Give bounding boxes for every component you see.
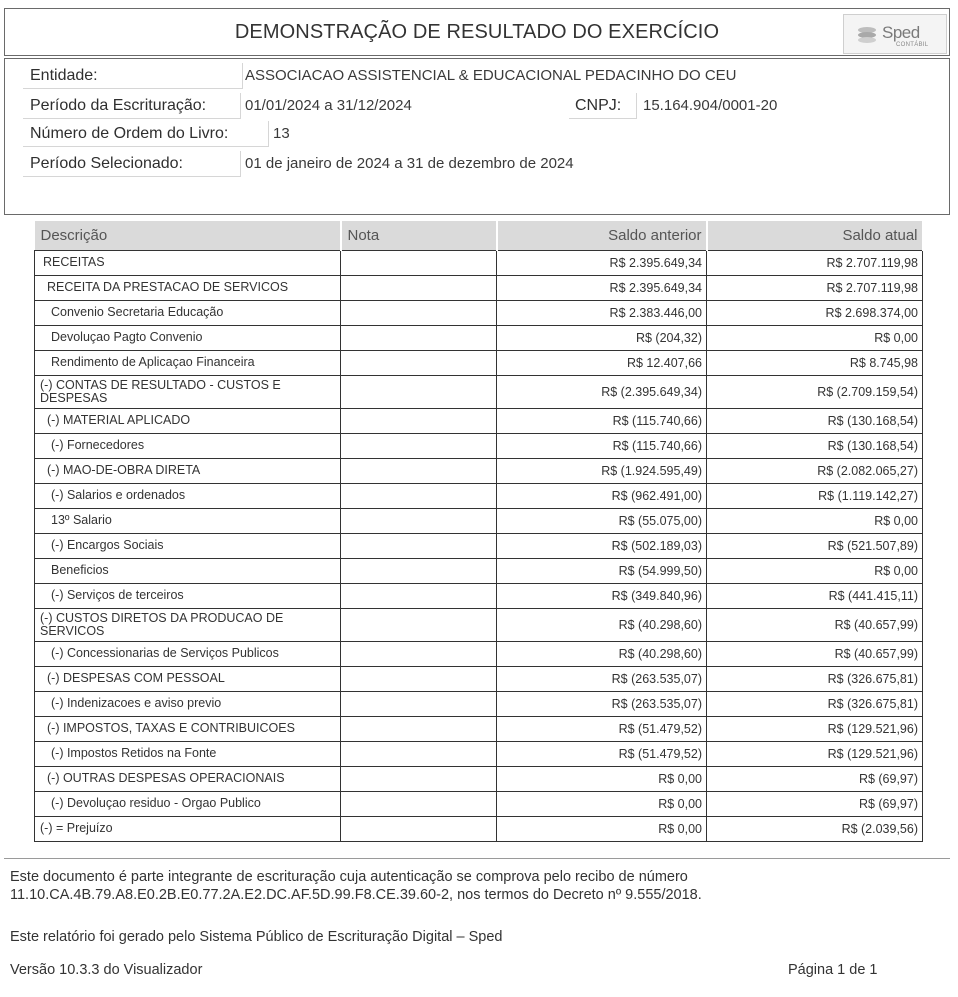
row-description: (-) Serviços de terceiros (35, 583, 341, 608)
table-row (35, 483, 923, 508)
row-saldo-anterior: R$ (51.479,52) (497, 741, 707, 766)
table-row (35, 608, 923, 641)
row-nota (341, 741, 497, 766)
numero-ordem-value: 13 (273, 125, 290, 142)
row-saldo-anterior: R$ 2.395.649,34 (497, 250, 707, 275)
row-saldo-anterior: R$ (115.740,66) (497, 408, 707, 433)
row-description: (-) MATERIAL APLICADO (35, 408, 341, 433)
row-saldo-anterior: R$ 0,00 (497, 816, 707, 841)
table-row (35, 375, 923, 408)
entity-info (4, 58, 950, 215)
sped-logo (843, 14, 947, 54)
row-saldo-atual: R$ (40.657,99) (707, 641, 923, 666)
row-saldo-atual: R$ (69,97) (707, 766, 923, 791)
row-description: RECEITA DA PRESTACAO DE SERVICOS (35, 275, 341, 300)
row-description: (-) = Prejuízo (35, 816, 341, 841)
row-saldo-atual: R$ (326.675,81) (707, 666, 923, 691)
col-header-saldo-anterior: Saldo anterior (497, 221, 707, 250)
table-row (35, 250, 923, 275)
table-row (35, 533, 923, 558)
row-nota (341, 275, 497, 300)
table-row (35, 741, 923, 766)
sped-logo-icon (856, 24, 878, 46)
row-nota (341, 408, 497, 433)
row-saldo-atual: R$ (2.709.159,54) (707, 375, 923, 408)
row-nota (341, 608, 497, 641)
entidade-label: Entidade: (23, 63, 243, 89)
table-row (35, 508, 923, 533)
table-row (35, 691, 923, 716)
cnpj-value: 15.164.904/0001-20 (643, 97, 778, 114)
row-saldo-anterior: R$ 2.395.649,34 (497, 275, 707, 300)
periodo-selecionado-value: 01 de janeiro de 2024 a 31 de dezembro de 2024 (245, 155, 574, 172)
row-nota (341, 325, 497, 350)
report-header (4, 8, 950, 56)
row-saldo-atual: R$ 0,00 (707, 325, 923, 350)
table-row (35, 433, 923, 458)
row-description: Rendimento de Aplicaçao Financeira (35, 350, 341, 375)
table-row (35, 766, 923, 791)
row-description: (-) MAO-DE-OBRA DIRETA (35, 458, 341, 483)
table-row (35, 641, 923, 666)
row-description: (-) Encargos Sociais (35, 533, 341, 558)
row-saldo-atual: R$ (130.168,54) (707, 408, 923, 433)
row-description: (-) CONTAS DE RESULTADO - CUSTOS E DESPESAS (35, 375, 341, 408)
row-nota (341, 458, 497, 483)
row-saldo-anterior: R$ (1.924.595,49) (497, 458, 707, 483)
row-description: (-) OUTRAS DESPESAS OPERACIONAIS (35, 766, 341, 791)
row-saldo-anterior: R$ (349.840,96) (497, 583, 707, 608)
row-nota (341, 300, 497, 325)
table-header-row (35, 221, 923, 250)
row-nota (341, 641, 497, 666)
row-nota (341, 350, 497, 375)
row-saldo-atual: R$ (40.657,99) (707, 608, 923, 641)
row-saldo-anterior: R$ 12.407,66 (497, 350, 707, 375)
row-saldo-atual: R$ (2.082.065,27) (707, 458, 923, 483)
logo-text: Sped (882, 23, 920, 42)
row-saldo-anterior: R$ (263.535,07) (497, 691, 707, 716)
row-description: (-) Concessionarias de Serviços Publicos (35, 641, 341, 666)
row-description: (-) CUSTOS DIRETOS DA PRODUCAO DE SERVICOS (35, 608, 341, 641)
footer-divider (4, 858, 950, 859)
row-saldo-atual: R$ 0,00 (707, 508, 923, 533)
row-saldo-anterior: R$ (55.075,00) (497, 508, 707, 533)
row-saldo-anterior: R$ 0,00 (497, 766, 707, 791)
col-header-saldo-atual: Saldo atual (707, 221, 923, 250)
row-nota (341, 816, 497, 841)
page-number: Página 1 de 1 (788, 962, 878, 978)
row-nota (341, 583, 497, 608)
row-nota (341, 375, 497, 408)
row-nota (341, 766, 497, 791)
table-row (35, 558, 923, 583)
row-nota (341, 483, 497, 508)
row-nota (341, 666, 497, 691)
row-description: Devoluçao Pagto Convenio (35, 325, 341, 350)
row-nota (341, 691, 497, 716)
table-row (35, 816, 923, 841)
row-saldo-atual: R$ (130.168,54) (707, 433, 923, 458)
row-saldo-atual: R$ (521.507,89) (707, 533, 923, 558)
periodo-selecionado-label: Período Selecionado: (23, 151, 241, 177)
viewer-version: Versão 10.3.3 do Visualizador (10, 962, 203, 978)
row-saldo-atual: R$ (129.521,96) (707, 741, 923, 766)
row-description: 13º Salario (35, 508, 341, 533)
row-description: Convenio Secretaria Educação (35, 300, 341, 325)
row-saldo-atual: R$ (1.119.142,27) (707, 483, 923, 508)
row-nota (341, 433, 497, 458)
row-description: (-) Indenizacoes e aviso previo (35, 691, 341, 716)
row-saldo-anterior: R$ (962.491,00) (497, 483, 707, 508)
col-header-descricao: Descrição (35, 221, 341, 250)
table-row (35, 583, 923, 608)
row-saldo-anterior: R$ 0,00 (497, 791, 707, 816)
row-saldo-atual: R$ 0,00 (707, 558, 923, 583)
table-row (35, 791, 923, 816)
row-saldo-atual: R$ 8.745,98 (707, 350, 923, 375)
row-saldo-atual: R$ 2.707.119,98 (707, 275, 923, 300)
authentication-note: Este documento é parte integrante de escrituração cuja autenticação se comprova pelo recibo de número 11.10.CA.4B.79.A8.E0.2B.E0.77.2A.E2.DC.AF.5D.99.F8.CE.39.60-2, nos termos do Decreto nº 9.555/2018. (10, 869, 702, 903)
generated-by: Este relatório foi gerado pelo Sistema Público de Escrituração Digital – Sped (10, 929, 503, 945)
entidade-value: ASSOCIACAO ASSISTENCIAL & EDUCACIONAL PEDACINHO DO CEU (245, 67, 737, 84)
row-saldo-atual: R$ 2.707.119,98 (707, 250, 923, 275)
row-description: (-) Fornecedores (35, 433, 341, 458)
col-header-nota: Nota (341, 221, 497, 250)
row-nota (341, 250, 497, 275)
periodo-escrituracao-value: 01/01/2024 a 31/12/2024 (245, 97, 412, 114)
row-saldo-atual: R$ (2.039,56) (707, 816, 923, 841)
row-nota (341, 533, 497, 558)
row-nota (341, 791, 497, 816)
row-saldo-anterior: R$ (40.298,60) (497, 641, 707, 666)
table-row (35, 325, 923, 350)
table-row (35, 458, 923, 483)
row-saldo-atual: R$ (69,97) (707, 791, 923, 816)
row-saldo-anterior: R$ 2.383.446,00 (497, 300, 707, 325)
row-description: (-) IMPOSTOS, TAXAS E CONTRIBUICOES (35, 716, 341, 741)
row-saldo-atual: R$ (441.415,11) (707, 583, 923, 608)
table-row (35, 716, 923, 741)
row-saldo-anterior: R$ (204,32) (497, 325, 707, 350)
periodo-escrituracao-label: Período da Escrituração: (23, 93, 241, 119)
row-saldo-anterior: R$ (51.479,52) (497, 716, 707, 741)
row-saldo-anterior: R$ (502.189,03) (497, 533, 707, 558)
table-row (35, 408, 923, 433)
row-description: (-) DESPESAS COM PESSOAL (35, 666, 341, 691)
row-description: (-) Salarios e ordenados (35, 483, 341, 508)
row-saldo-anterior: R$ (2.395.649,34) (497, 375, 707, 408)
row-saldo-anterior: R$ (40.298,60) (497, 608, 707, 641)
numero-ordem-label: Número de Ordem do Livro: (23, 121, 269, 147)
row-nota (341, 558, 497, 583)
report-title: DEMONSTRAÇÃO DE RESULTADO DO EXERCÍCIO (234, 21, 720, 43)
row-description: (-) Devoluçao residuo - Orgao Publico (35, 791, 341, 816)
row-saldo-atual: R$ (129.521,96) (707, 716, 923, 741)
row-description: (-) Impostos Retidos na Fonte (35, 741, 341, 766)
table-row (35, 275, 923, 300)
row-saldo-anterior: R$ (54.999,50) (497, 558, 707, 583)
table-row (35, 300, 923, 325)
table-row (35, 666, 923, 691)
table-row (35, 350, 923, 375)
cnpj-label: CNPJ: (569, 93, 637, 119)
row-description: RECEITAS (35, 250, 341, 275)
row-saldo-atual: R$ (326.675,81) (707, 691, 923, 716)
row-saldo-anterior: R$ (263.535,07) (497, 666, 707, 691)
income-statement-table (34, 221, 924, 842)
row-nota (341, 508, 497, 533)
logo-subtext: CONTÁBIL (896, 42, 929, 48)
row-nota (341, 716, 497, 741)
row-saldo-atual: R$ 2.698.374,00 (707, 300, 923, 325)
row-description: Beneficios (35, 558, 341, 583)
row-saldo-anterior: R$ (115.740,66) (497, 433, 707, 458)
